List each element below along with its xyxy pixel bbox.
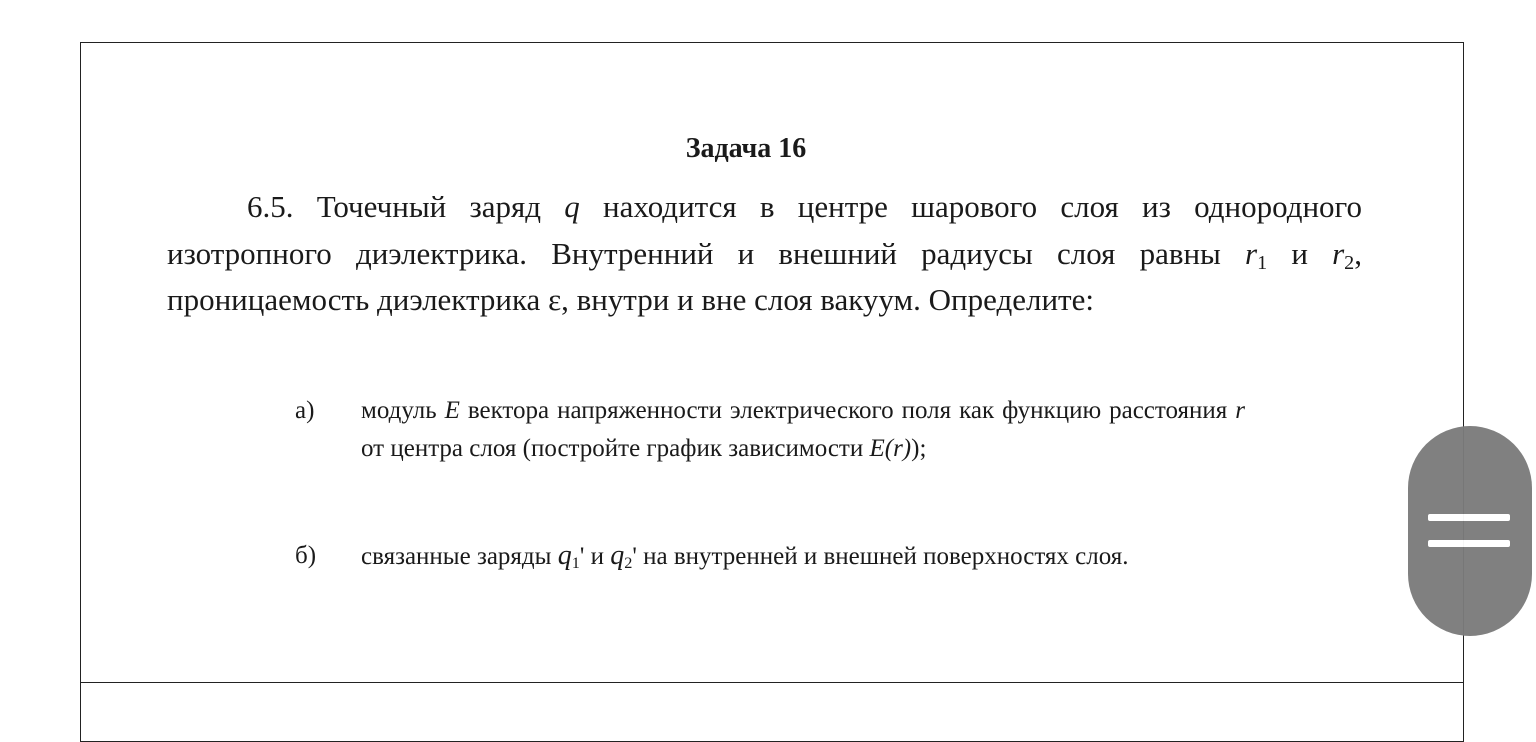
item-a-text-1: модуль xyxy=(361,397,445,424)
var-q: q xyxy=(564,189,580,224)
statement-text-2: находится в центре шарового слоя из однородного изотропного диэлектрика. Внутренний и внешний радиусы слоя равны xyxy=(167,189,1362,271)
statement-text-4: , проницаемость диэлектрика ε, внутри и вне слоя вакуум. Определите: xyxy=(167,235,1362,317)
problem-statement xyxy=(167,184,1362,324)
scroll-handle[interactable] xyxy=(1408,426,1532,636)
item-text-a xyxy=(361,392,1245,468)
item-marker-b: б) xyxy=(295,542,317,569)
drag-handle-icon xyxy=(1428,514,1510,521)
frame-divider xyxy=(80,682,1464,683)
problem-number: 6.5. xyxy=(247,189,294,224)
drag-handle-icon-line xyxy=(1428,540,1510,547)
var-r1: r xyxy=(1245,235,1258,271)
var-q2: q xyxy=(610,540,625,571)
var-E: E xyxy=(444,397,460,424)
statement-text-1: Точечный заряд xyxy=(293,189,565,224)
list-item-a xyxy=(295,392,1245,468)
sub-2: 2 xyxy=(1344,251,1355,274)
q1-sub: 1 xyxy=(571,554,580,573)
item-marker-a: а) xyxy=(295,397,315,424)
item-a-text-4: ); xyxy=(911,435,927,462)
list-item-b xyxy=(295,530,1245,583)
q1-prime: ' xyxy=(579,543,585,570)
item-b-text-3: на внутренней и внешней поверхностях слоя. xyxy=(636,543,1129,570)
q2-sub: 2 xyxy=(624,554,633,573)
var-r: r xyxy=(1235,397,1245,424)
item-a-text-3: от центра слоя (постройте график зависимости xyxy=(361,435,870,462)
q2-prime: ' xyxy=(632,543,637,570)
expr-E-of-r: E(r) xyxy=(869,435,912,462)
item-b-text-2: и xyxy=(584,543,611,570)
sub-1: 1 xyxy=(1257,251,1268,274)
var-q1: q xyxy=(557,540,572,571)
statement-text-3: и xyxy=(1267,235,1333,271)
problem-title: Задача 16 xyxy=(685,133,807,164)
var-r2: r xyxy=(1332,235,1345,271)
item-text-b xyxy=(361,530,1245,583)
item-a-text-2: вектора напряженности электрического поля как функцию расстояния xyxy=(459,397,1236,424)
item-b-text-1: связанные заряды xyxy=(361,543,558,570)
